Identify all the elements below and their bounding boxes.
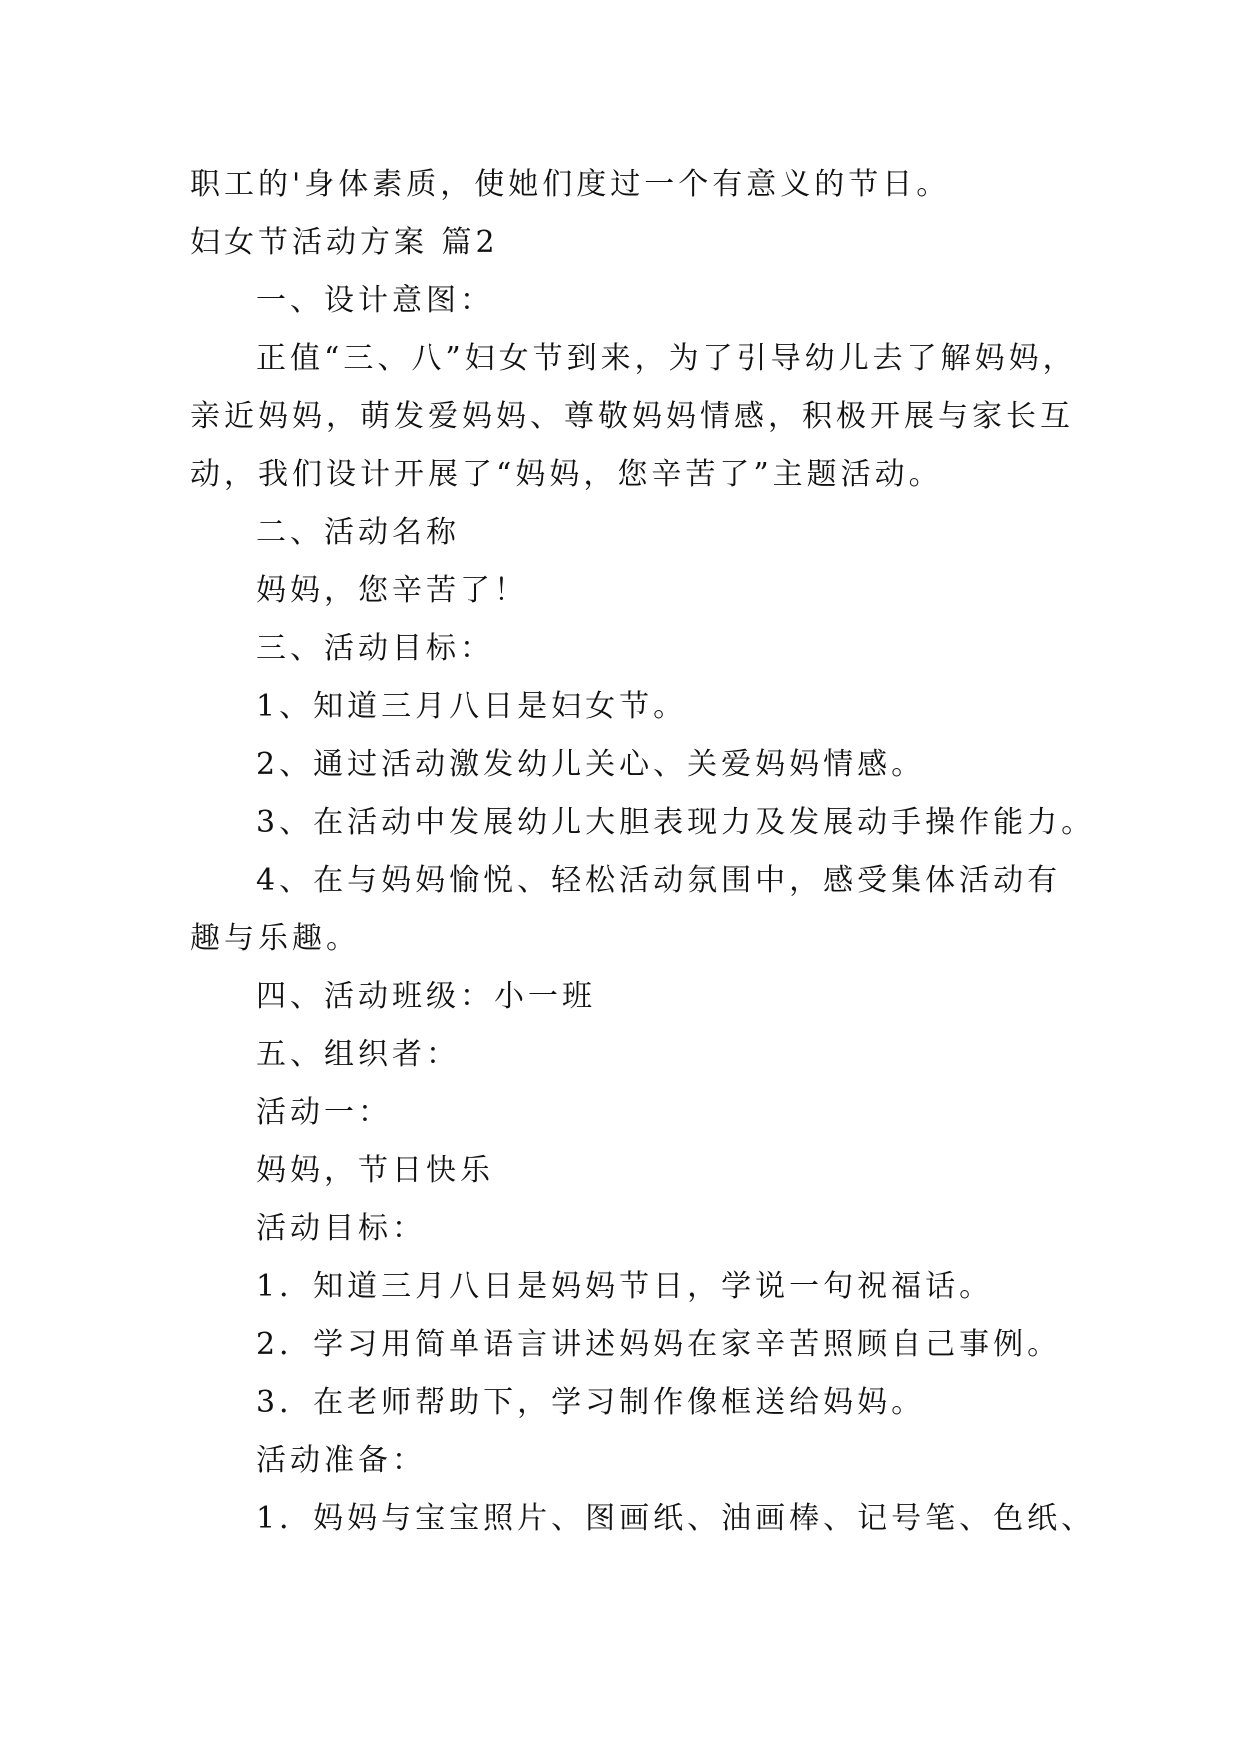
text-line: 正值“三、八”妇女节到来，为了引导幼儿去了解妈妈，: [256, 341, 1077, 376]
text-line: 妈妈，节日快乐: [256, 1153, 494, 1188]
text-line: 三、活动目标：: [256, 631, 494, 666]
text-line: 1．知道三月八日是妈妈节日，学说一句祝福话。: [256, 1269, 994, 1304]
text-line: 动，我们设计开展了“妈妈，您辛苦了”主题活动。: [190, 457, 943, 492]
text-line: 活动一：: [256, 1095, 392, 1130]
text-line: 一、设计意图：: [256, 283, 494, 318]
text-line: 2、通过活动激发幼儿关心、关爱妈妈情感。: [256, 747, 926, 782]
text-line: 亲近妈妈，萌发爱妈妈、尊敬妈妈情感，积极开展与家长互: [190, 399, 1074, 434]
text-line: 2．学习用简单语言讲述妈妈在家辛苦照顾自己事例。: [256, 1327, 1062, 1362]
section-heading: 妇女节活动方案 篇2: [190, 225, 499, 260]
text-line: 四、活动班级：小一班: [256, 979, 596, 1014]
text-line: 妈妈，您辛苦了！: [256, 573, 528, 608]
text-line: 职工的'身体素质，使她们度过一个有意义的节日。: [190, 167, 951, 202]
text-line: 1、知道三月八日是妇女节。: [256, 689, 688, 724]
text-line: 1．妈妈与宝宝照片、图画纸、油画棒、记号笔、色纸、: [256, 1501, 1096, 1536]
text-line: 二、活动名称: [256, 515, 460, 550]
text-line: 3、在活动中发展幼儿大胆表现力及发展动手操作能力。: [256, 805, 1096, 840]
text-line: 趣与乐趣。: [190, 921, 360, 956]
text-line: 五、组织者：: [256, 1037, 460, 1072]
text-line: 4、在与妈妈愉悦、轻松活动氛围中，感受集体活动有: [256, 863, 1062, 898]
text-line: 3．在老师帮助下，学习制作像框送给妈妈。: [256, 1385, 926, 1420]
text-line: 活动准备：: [256, 1443, 426, 1478]
text-line: 活动目标：: [256, 1211, 426, 1246]
